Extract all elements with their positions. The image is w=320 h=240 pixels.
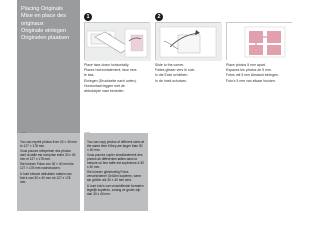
step-1-caption — [84, 63, 152, 94]
step-badge-1: 1 — [84, 13, 92, 21]
step-3-caption — [226, 63, 294, 84]
caption-line: afdrukzijde naar beneden. — [84, 89, 125, 94]
caption-line: Place photos 5 mm apart. — [226, 63, 266, 67]
caption-line: In die Ecke schieben. — [155, 73, 189, 78]
note-reprint-sizes — [17, 133, 80, 211]
slide-to-corner-icon — [156, 23, 222, 61]
caption-line: Einlegen (Druckseite nach unten). — [84, 78, 137, 83]
step-1-illustration — [84, 22, 150, 60]
step-3-illustration — [226, 22, 292, 60]
photos-spacing-icon — [227, 23, 293, 61]
caption-line: Foto's 5 mm van elkaar houden. — [226, 78, 276, 83]
section-title — [21, 6, 79, 42]
note-line: U kunt nieuwe afdrukken maken van foto's van 30 x 40 mm tot 127 x 178 mm. — [20, 171, 72, 184]
caption-line: Espacez les photos de 5 mm. — [226, 68, 272, 73]
note-line: Sie können gleichzeitig Fotos verschiedener Größen kopieren, wenn sie größer als 30 × 40 mm sind. — [87, 170, 142, 183]
note-line: You can reprint photos from 30 × 40 mm to 127 × 178 mm. — [20, 140, 77, 148]
caption-line: Placez horizontalement, face vers — [84, 68, 137, 73]
note-line: Vous pouvez copier simultanément des photos de différentes tailles dans la mesure où leur taille est supérieure à 30 x 40 mm. — [87, 153, 144, 170]
title-line: originaux — [21, 20, 44, 27]
scanner-original-face-down-icon — [85, 23, 151, 61]
note-line: U kunt foto's van verschillende formaten tegelijk kopiëren, zolang ze groter zijn dan 30 x 40 mm. — [87, 183, 144, 196]
caption-line: Faites glisser vers le coin. — [155, 68, 196, 73]
caption-line: le bas. — [84, 73, 95, 78]
title-line: Originale einlegen — [21, 27, 67, 34]
note-line: You can copy photos of different sizes at the same time if they are larger than 30 × 40 mm. — [87, 140, 145, 152]
caption-line: In de hoek schuiven. — [155, 78, 188, 83]
title-line: Mise en place des — [21, 13, 67, 20]
note-line: Vous pouvez réimprimer des photos dont la taille est comprise entre 30 x 40 mm et 127 x 178 mm. — [20, 149, 76, 162]
step-2-caption — [155, 63, 223, 84]
caption-line: Place face-down horizontally. — [84, 63, 130, 67]
step-2-illustration — [155, 22, 221, 60]
title-line: Placing Originals — [21, 6, 63, 12]
note-line: Sie können Fotos von 30 × 40 mm bis 127 × 178 mm nachdrucken. — [20, 162, 74, 171]
caption-line: Fotos mit 5 mm Abstand einlegen. — [226, 73, 279, 78]
step-badge-2: 2 — [155, 13, 163, 21]
caption-line: Horizontaal leggen met de — [84, 83, 125, 88]
title-line: Originelen plaatsen — [21, 35, 70, 42]
caption-line: Slide to the corner. — [155, 63, 185, 67]
note-copy-sizes — [84, 133, 148, 211]
